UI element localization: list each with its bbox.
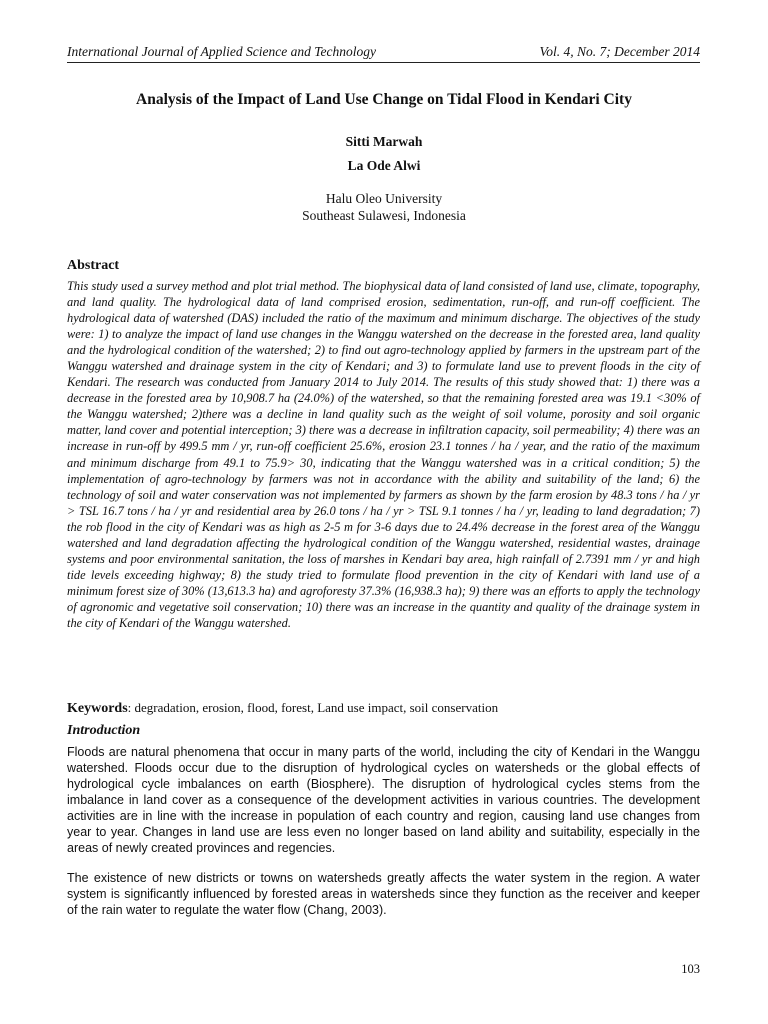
journal-name: International Journal of Applied Science and Technology [67, 44, 376, 59]
abstract-heading: Abstract [67, 258, 120, 273]
running-header [67, 44, 700, 63]
intro-paragraph-1: Floods are natural phenomena that occur in many parts of the world, including the city of Kendari in the Wanggu watershed. Floods occur due to the disruption of hydrological cycles on watersheds or the global effects of hydrological cycle imbalances on earth (Biosphere). The disruption of hydrological cycles stems from the imbalance in land cover as a consequence of the development activities in various countries. The development activities are in line with the increase in population of each country and region, causing land use changes from year to year. Changes in land use are less even no longer based on land ability and suitability, especially in the areas of newly created provinces and regencies. [67, 745, 700, 855]
issue-info: Vol. 4, No. 7; December 2014 [539, 44, 700, 59]
intro-paragraph-2: The existence of new districts or towns on watersheds greatly affects the water system in the region. A water system is significantly influenced by forested areas in watersheds since they function as the receiver and keeper of the rain water to regulate the water flow (Chang, 2003). [67, 871, 700, 917]
page-number: 103 [681, 962, 700, 976]
keywords-text: : degradation, erosion, flood, forest, Land use impact, soil conservation [127, 700, 499, 715]
abstract-text: This study used a survey method and plot trial method. The biophysical data of land consisted of land use, climate, topography, and land quality. The hydrological data of land comprised erosion, sedimentation, run-off, and run-off coefficient. The hydrological data of watershed (DAS) included the ratio of the maximum and minimum discharge. The objectives of the study were: 1) to analyze the impact of land use changes in the Wanggu watershed on the decrease in the forested area, land quality and the hydrological condition of the watershed; 2) to find out agro-technology applied by farmers in the upstream part of the Wanggu watershed and drainage system in the city of Kendari; and 3) to formulate land use to prevent floods in the city of Kendari. The research was conducted from January 2014 to July 2014. The results of this study showed that: 1) there was a decrease in the forested area by 10,908.7 ha (24.0%) of the watershed, so that the remaining forested area was 19.1 <30% of the Wanggu watershed; 2)there was a decline in land quality such as the weight of soil volume, porosity and soil organic matter, land cover and potential interception; 3) there was a decrease in infiltration capacity, soil permeability; 4) there was an increase in run-off by 499.5 mm / yr, run-off coefficient 25.6%, erosion 23.1 tonnes / ha / year, and the ratio of the maximum and minimum discharge from 49.1 to 75.9> 30, indicating that the Wanggu watershed was in a critical condition; 5) the implementation of agro-technology by farmers was not in accordance with the ability and suitability of the land; 6) the technology of soil and water conservation was not implemented by farmers as shown by the farm erosion by 48.3 tons / ha / yr > TSL 16.7 tons / ha / yr and residential area by 26.0 tons / ha / yr > TSL 9.1 tonnes / ha / yr, leading to land degradation; 7) the rob flood in the city of Kendari was as high as 2-5 m for 3-6 days due to 24.4% decrease in the forest area of the Wanggu watershed and land degradation affecting the hydrological condition of the Wanggu watershed, residential wastes, drainage systems and poor environmental sanitation, the loss of marshes in Kendari bay area, high rainfall of 2.7391 mm / yr and high tide levels exceeding highway; 8) the study tried to formulate flood prevention in the city of Kendari with land use of a minimum forest size of 30% (13,613.3 ha) and agroforesty 37.3% (16,938.3 ha); 9) there was an efforts to apply the technology of agronomic and vegetative soil conservation; 10) there was an increase in the quantity and quality of the drainage system in the city of Kendari of the Wanggu watershed. [67, 279, 700, 630]
keywords-label: Keywords [67, 701, 128, 716]
article-title: Analysis of the Impact of Land Use Change on Tidal Flood in Kendari City [136, 91, 632, 108]
affiliation-university: Halu Oleo University [325, 191, 443, 206]
author-1: Sitti Marwah [345, 134, 423, 149]
affiliation-location: Southeast Sulawesi, Indonesia [302, 208, 466, 223]
keywords-line [67, 700, 700, 717]
author-2: La Ode Alwi [347, 158, 421, 173]
introduction-heading: Introduction [67, 723, 141, 738]
